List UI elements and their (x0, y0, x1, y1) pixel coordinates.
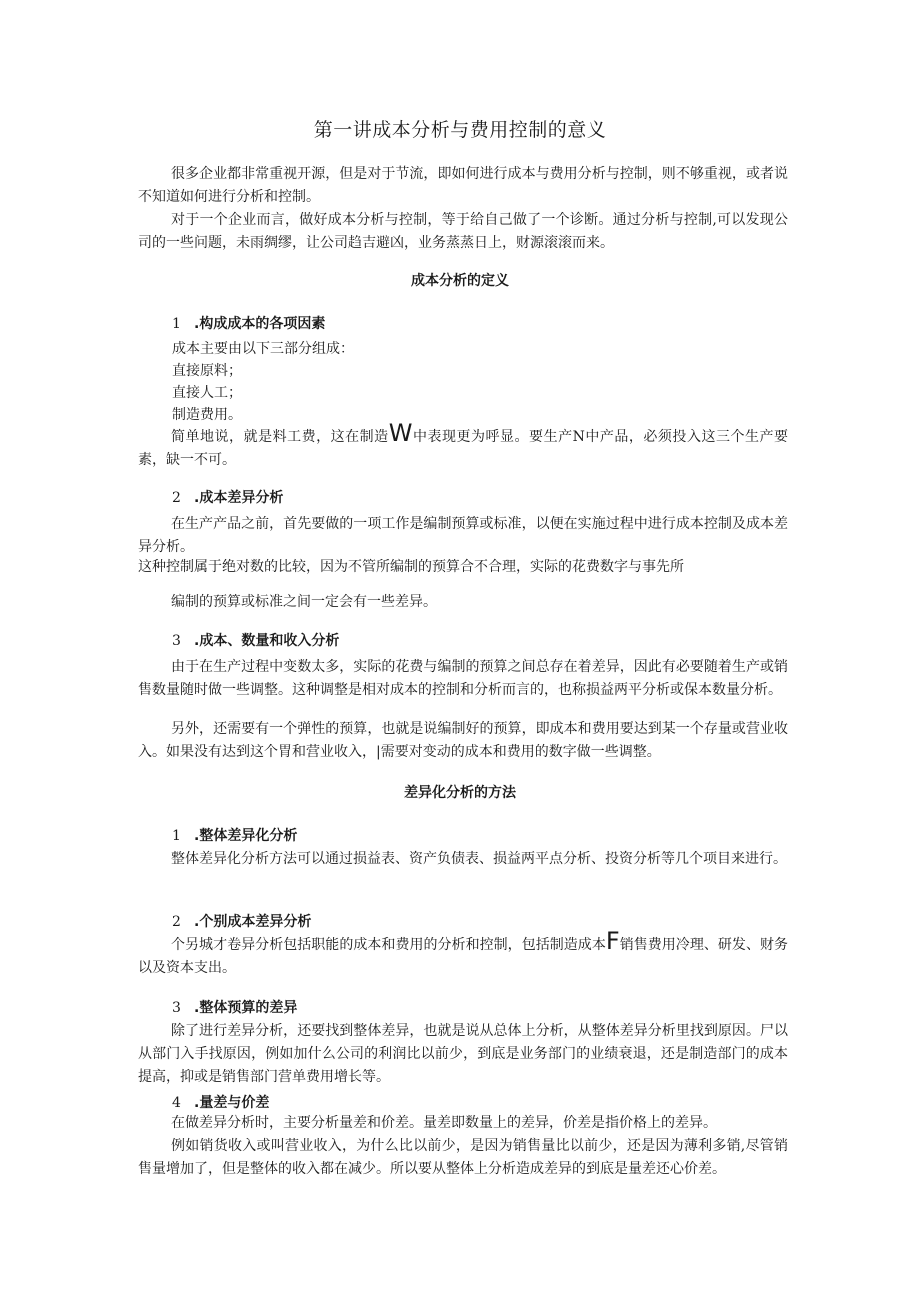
subsection-number: 3 (172, 1000, 181, 1016)
subsection-number: 2 (172, 914, 181, 930)
intro-paragraph-1: 很多企业都非常重视开源，但是对于节流，即如何进行成本与费用分析与控制，则不够重视，或者说不知道如何进行分析和控制。 (138, 166, 788, 205)
body-paragraph: 编制的预算或标准之间一定会有一些差异。 (171, 594, 437, 610)
subsection-heading (172, 1092, 269, 1114)
body-paragraph (138, 927, 789, 980)
body-paragraph: 另外，还需要有一个弹性的预算，也就是说编制好的预算，即成本和费用要达到某一个存量或营业收入。如果没有达到这个胃和营业收入，|需要对变动的成本和费用的数字做一些调整。 (138, 721, 788, 760)
text-run: 简单地说，就是料工费，这在制造 (171, 429, 389, 445)
subsection-heading (172, 630, 339, 652)
ocr-glyph: F (605, 927, 620, 955)
subsection-heading (172, 911, 311, 933)
body-paragraph: 除了进行差异分析，还要找到整体差异，也就是说从总体上分析，从整体差异分析里找到原因。尸以从部门入手找原因，例如加什么公司的利润比以前少，到底是业务部门的业绩衰退，还是制造部门的成本提高，抑或是销售部门营单费用增长等。 (138, 1023, 788, 1085)
subsection-title: .个别成本差异分析 (194, 914, 312, 930)
subsection-number: 3 (172, 633, 181, 649)
subsection-title: .成本、数量和收入分析 (194, 633, 340, 649)
list-line: 直接原料； (172, 363, 242, 379)
subsection-heading (172, 313, 325, 335)
subsection-number: 2 (172, 490, 181, 506)
subsection-title: .量差与价差 (194, 1095, 270, 1111)
subsection-title: .整体预算的差异 (194, 1000, 298, 1016)
body-paragraph: 在生产产品之前，首先要做的一项工作是编制预算或标准，以便在实施过程中进行成本控制及成本差异分析。 (138, 516, 788, 555)
subsection-heading (172, 997, 297, 1019)
subsection-heading (172, 487, 283, 509)
subsection-number: 4 (172, 1095, 181, 1111)
text-run: 销售费用冷理、研发、财务以及资本支出。 (138, 937, 789, 976)
section-heading-variance-methods: 差异化分析的方法 (404, 785, 516, 801)
subsection-title: .整体差异化分析 (194, 828, 298, 844)
intro-paragraph-2: 对于一个企业而言，做好成本分析与控制，等于给自己做了一个诊断。通过分析与控制,可以发现公司的一些问题，未雨绸缪，让公司趋吉避凶，业务蒸蒸日上，财源滚滚而来。 (138, 212, 788, 251)
list-line: 制造费用。 (172, 407, 242, 423)
subsection-title: .成本差异分析 (194, 490, 284, 506)
body-paragraph: 这种控制属于绝对数的比较，因为不管所编制的预算合不合理，实际的花费数字与事先所 (138, 559, 684, 575)
body-paragraph: 例如销货收入或叫营业收入，为什么比以前少，是因为销售量比以前少，还是因为薄利多销,尽管销售量增加了，但是整体的收入都在减少。所以要从整体上分析造成差异的到底是量差还心价差。 (138, 1138, 788, 1177)
page-title: 第一讲成本分析与费用控制的意义 (313, 119, 607, 141)
body-paragraph: 在做差异分析时，主要分析量差和价差。量差即数量上的差异，价差是指价格上的差异。 (171, 1115, 717, 1131)
body-paragraph: 整体差异化分析方法可以通过损益表、资产负债表、损益两平点分析、投资分析等几个项目来进行。 (171, 851, 787, 867)
subsection-title: .构成成本的各项因素 (194, 316, 326, 332)
text-run: 中表现更为呼显。要生产N中产品，必须投入这三个生产要素，缺一不可。 (138, 429, 789, 468)
section-heading-cost-analysis: 成本分析的定义 (411, 273, 509, 289)
subsection-heading (172, 825, 297, 847)
list-line: 直接人工； (172, 385, 242, 401)
subsection-number: 1 (172, 316, 181, 332)
subsection-number: 1 (172, 828, 181, 844)
body-paragraph: 由于在生产过程中变数太多，实际的花费与编制的预算之间总存在着差异，因此有必要随着生产或销售数量随时做一些调整。这种调整是相对成本的控制和分析而言的，也称损益两平分析或保本数量分析。 (138, 659, 788, 698)
ocr-glyph: W (388, 419, 413, 447)
body-paragraph (138, 419, 789, 472)
list-line: 成本主要由以下三部分组成： (172, 341, 354, 357)
text-run: 个另城才卷异分析包括职能的成本和费用的分析和控制，包括制造成本 (171, 937, 606, 953)
